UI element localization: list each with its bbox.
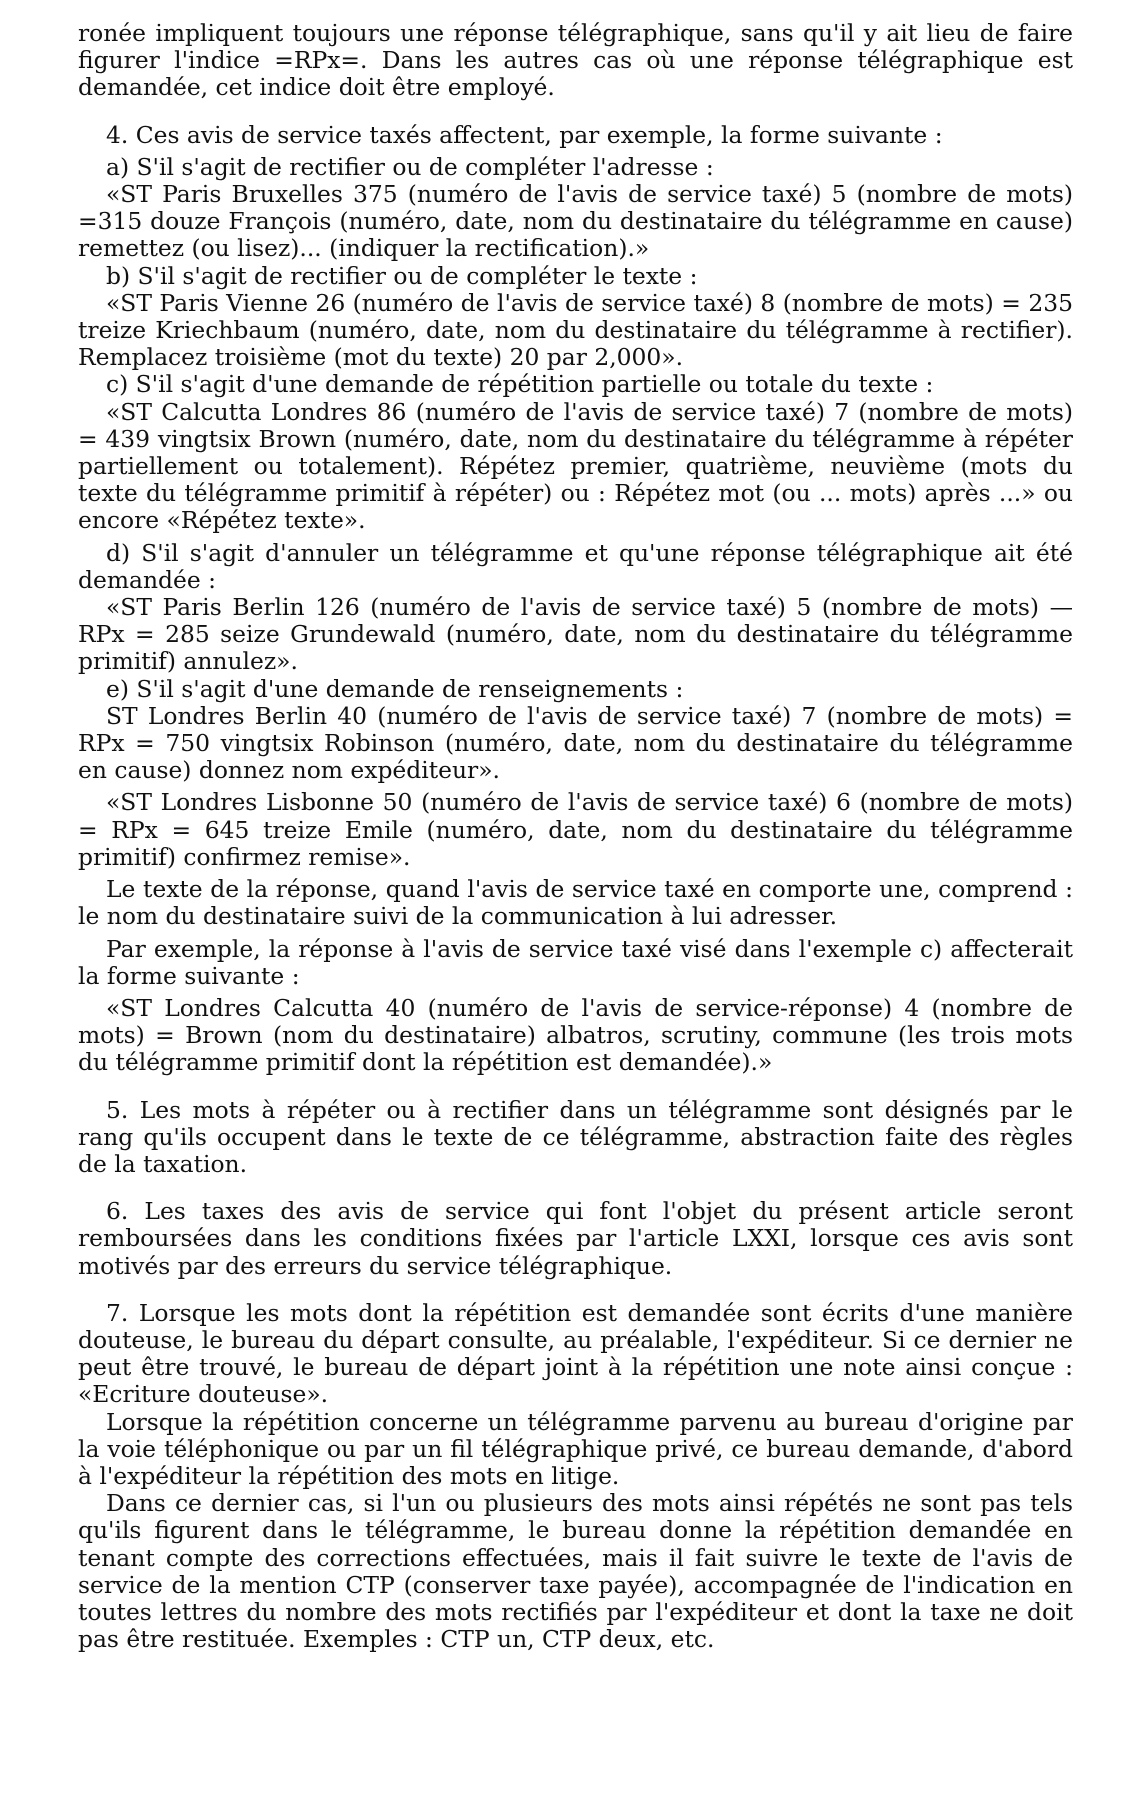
paragraph-case-b-heading: b) S'il s'agit de rectifier ou de compléter le texte : xyxy=(106,261,698,290)
paragraph-case-e-heading: e) S'il s'agit d'une demande de renseignements : xyxy=(106,674,684,703)
paragraph-case-d-example: «ST Paris Berlin 126 (numéro de l'avis de service taxé) 5 (nombre de mots) — RPx = 285 seize Grundewald (numéro, date, nom du destinataire du télégramme primitif) annulez». xyxy=(78,593,1073,676)
paragraph-continuation: ronée impliquent toujours une réponse télégraphique, sans qu'il y ait lieu de faire figurer l'indice =RPx=. Dans les autres cas où une réponse télégraphique est demandée, cet indice doit être employé. xyxy=(78,19,1073,102)
paragraph-article-4: 4. Ces avis de service taxés affectent, par exemple, la forme suivante : xyxy=(106,120,943,149)
paragraph-article-6: 6. Les taxes des avis de service qui font l'objet du présent article seront remboursées dans les conditions fixées par l'article LXXI, lorsque ces avis sont motivés par des erreurs du service télégraphique. xyxy=(78,1197,1073,1280)
paragraph-case-c-example: «ST Calcutta Londres 86 (numéro de l'avis de service taxé) 7 (nombre de mots) = 439 vingtsix Brown (numéro, date, nom du destinataire du télégramme à répéter partiellement ou totalement). Répétez premier, quatrième, neuvième (mots du texte du télégramme primitif à répéter) ou : Répétez mot (ou ... mots) après ...» ou encore «Répétez texte». xyxy=(78,397,1073,535)
paragraph-response-example-intro: Par exemple, la réponse à l'avis de service taxé visé dans l'exemple c) affecterait la forme suivante : xyxy=(78,934,1073,990)
document-page xyxy=(78,20,1073,1653)
paragraph-case-d-heading: d) S'il s'agit d'annuler un télégramme et qu'une réponse télégraphique ait été demandée : xyxy=(78,538,1073,594)
paragraph-article-5: 5. Les mots à répéter ou à rectifier dans un télégramme sont désignés par le rang qu'ils occupent dans le texte de ce télégramme, abstraction faite des règles de la taxation. xyxy=(78,1095,1073,1178)
paragraph-case-e-example-2: «ST Londres Lisbonne 50 (numéro de l'avis de service taxé) 6 (nombre de mots) = RPx = 645 treize Emile (numéro, date, nom du destinataire du télégramme primitif) confirmez remise». xyxy=(78,788,1073,871)
paragraph-article-7: 7. Lorsque les mots dont la répétition est demandée sont écrits d'une manière douteuse, le bureau du départ consulte, au préalable, l'expéditeur. Si ce dernier ne peut être trouvé, le bureau de départ joint à la répétition une note ainsi conçue : «Ecriture douteuse». xyxy=(78,1298,1073,1409)
paragraph-case-a-heading: a) S'il s'agit de rectifier ou de compléter l'adresse : xyxy=(106,152,714,181)
paragraph-case-e-example-1: ST Londres Berlin 40 (numéro de l'avis de service taxé) 7 (nombre de mots) = RPx = 750 vingtsix Robinson (numéro, date, nom du destinataire du télégramme en cause) donnez nom expéditeur». xyxy=(78,701,1073,785)
paragraph-article-7-telephone: Lorsque la répétition concerne un télégramme parvenu au bureau d'origine par la voie téléphonique ou par un fil télégraphique privé, ce bureau demande, d'abord à l'expéditeur la répétition des mots en litige. xyxy=(78,1407,1073,1490)
paragraph-response-example: «ST Londres Calcutta 40 (numéro de l'avis de service-réponse) 4 (nombre de mots) = Brown (nom du destinataire) albatros, scrutiny, commune (les trois mots du télégramme primitif dont la répétition est demandée).» xyxy=(78,993,1073,1077)
paragraph-response-text: Le texte de la réponse, quand l'avis de service taxé en comporte une, comprend : le nom du destinataire suivi de la communication à lui adresser. xyxy=(78,875,1073,931)
paragraph-case-b-example: «ST Paris Vienne 26 (numéro de l'avis de service taxé) 8 (nombre de mots) = 235 treize Kriechbaum (numéro, date, nom du destinataire du télégramme à rectifier). Remplacez troisième (mot du texte) 20 par 2,000». xyxy=(78,288,1073,372)
paragraph-case-c-heading: c) S'il s'agit d'une demande de répétition partielle ou totale du texte : xyxy=(106,370,934,399)
paragraph-article-7-ctp: Dans ce dernier cas, si l'un ou plusieurs des mots ainsi répétés ne sont pas tels qu'ils figurent dans le télégramme, le bureau donne la répétition demandée en tenant compte des corrections effectuées, mais il fait suivre le texte de l'avis de service de la mention CTP (conserver taxe payée), accompagnée de l'indication en toutes lettres du nombre des mots rectifiés par l'expéditeur et dont la taxe ne doit pas être restituée. Exemples : CTP un, CTP deux, etc. xyxy=(78,1489,1073,1654)
paragraph-case-a-example: «ST Paris Bruxelles 375 (numéro de l'avis de service taxé) 5 (nombre de mots) =315 douze François (numéro, date, nom du destinataire du télégramme en cause) remettez (ou lisez)... (indiquer la rectification).» xyxy=(78,180,1073,263)
